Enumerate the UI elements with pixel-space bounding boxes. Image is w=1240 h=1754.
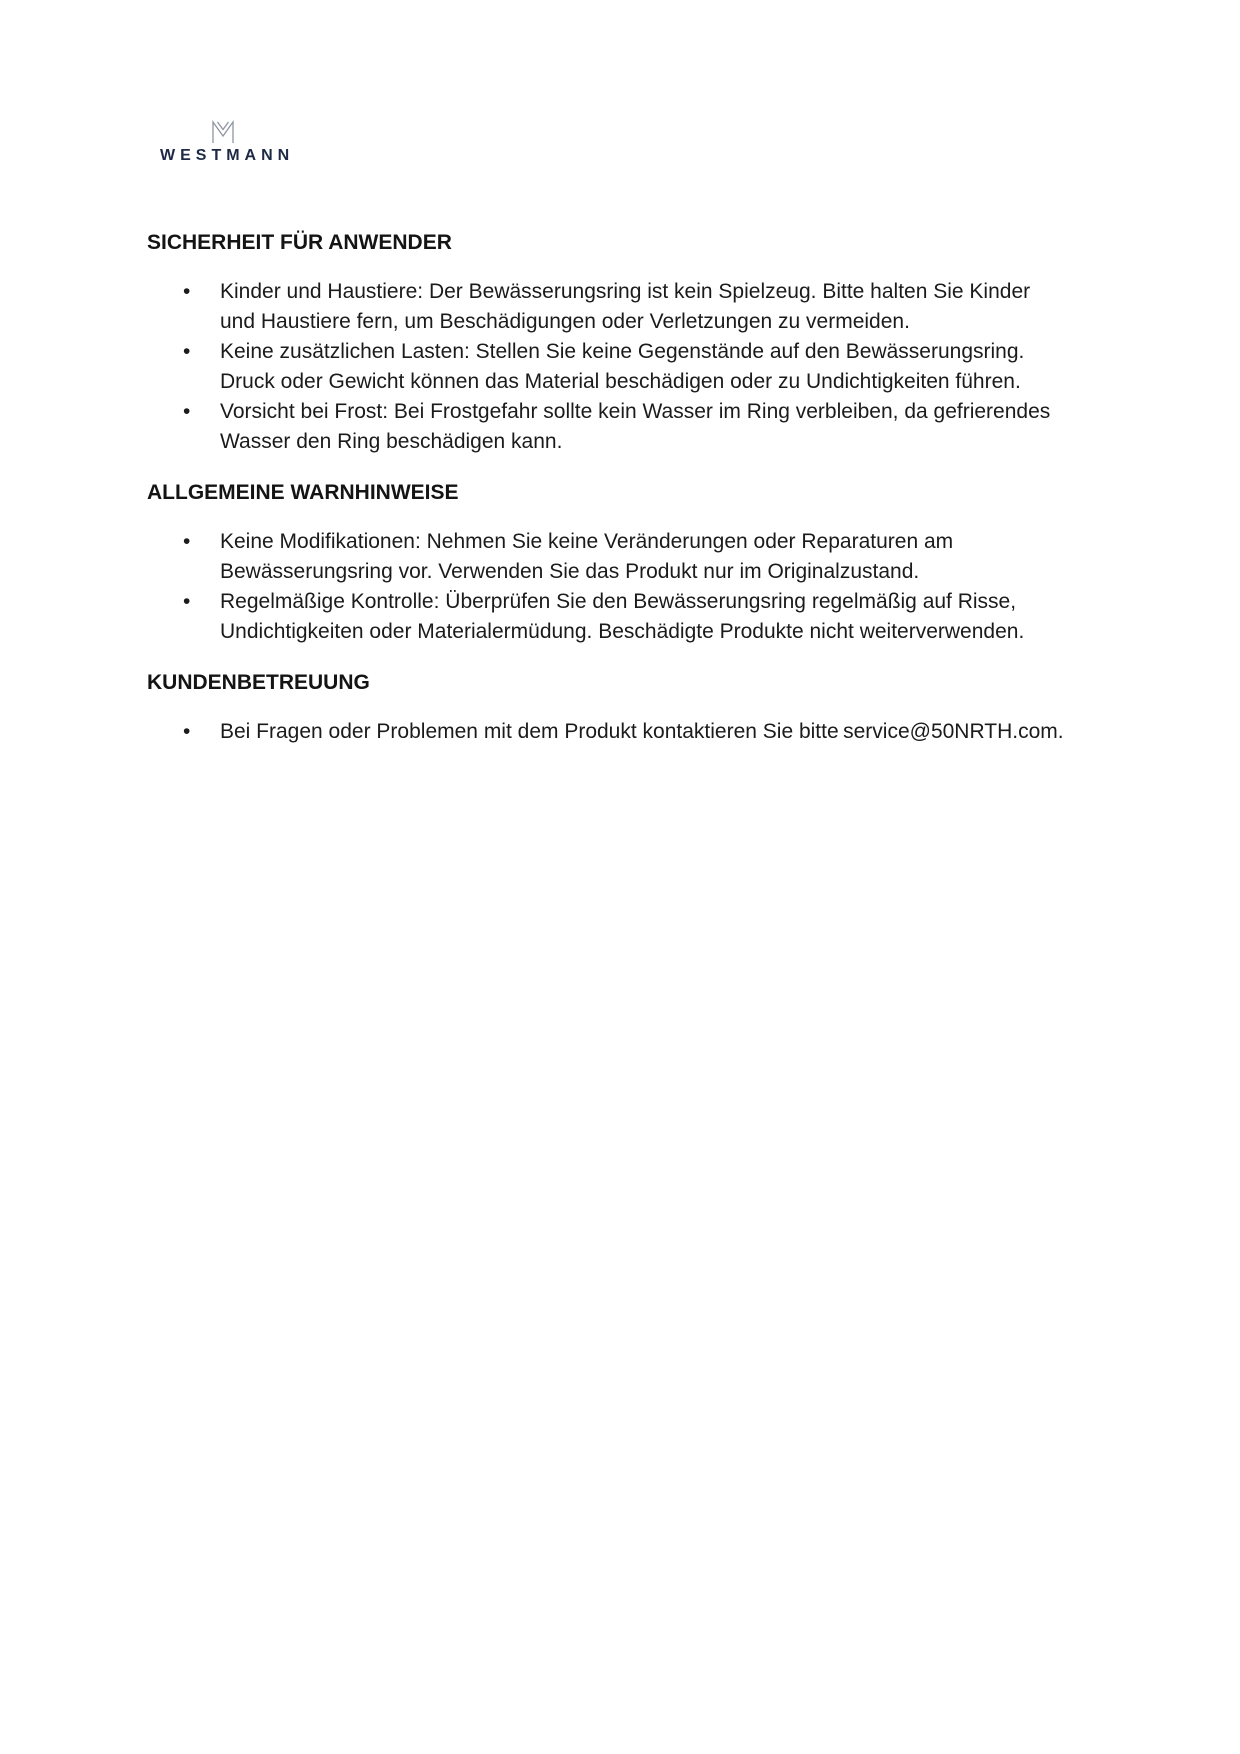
document-content [147, 228, 1120, 747]
bullet-list [147, 527, 1120, 647]
text-line: Keine Modifikationen: Nehmen Sie keine Veränderungen oder Reparaturen am [220, 530, 954, 553]
text-line: und Haustiere fern, um Beschädigungen oder Verletzungen zu vermeiden. [220, 310, 910, 333]
section-allgemeine-warnhinweise [147, 478, 1120, 647]
bullet-icon: • [183, 530, 191, 553]
text-line: Druck oder Gewicht können das Material beschädigen oder zu Undichtigkeiten führen. [220, 370, 1021, 393]
document-page [0, 0, 1240, 747]
section-heading: SICHERHEIT FÜR ANWENDER [147, 231, 452, 254]
text-line: Wasser den Ring beschädigen kann. [220, 430, 563, 453]
list-item-text [220, 717, 1120, 747]
support-email: service@50NRTH.com. [843, 720, 1064, 743]
list-item-text [220, 587, 1120, 647]
text-line: Bei Fragen oder Problemen mit dem Produkt kontaktieren Sie bitte [220, 720, 839, 743]
list-item-text [220, 337, 1120, 397]
list-item [147, 397, 1120, 457]
text-line: Bewässerungsring vor. Verwenden Sie das Produkt nur im Originalzustand. [220, 560, 920, 583]
bullet-icon: • [183, 720, 191, 743]
text-line: Regelmäßige Kontrolle: Überprüfen Sie den Bewässerungsring regelmäßig auf Risse, [220, 590, 1017, 613]
bullet-icon: • [183, 400, 191, 423]
list-item [147, 717, 1120, 747]
westmann-logo [155, 0, 295, 165]
bullet-icon: • [183, 590, 191, 613]
bullet-icon: • [183, 340, 191, 363]
section-heading: ALLGEMEINE WARNHINWEISE [147, 481, 459, 504]
list-item [147, 277, 1120, 337]
list-item-text [220, 527, 1120, 587]
list-item [147, 337, 1120, 397]
section-heading: KUNDENBETREUUNG [147, 671, 370, 694]
list-item-text [220, 397, 1120, 457]
section-sicherheit-fuer-anwender [147, 228, 1120, 457]
section-kundenbetreuung [147, 668, 1120, 747]
bullet-icon: • [183, 280, 191, 303]
westmann-monogram-icon [209, 120, 237, 144]
text-line: Keine zusätzlichen Lasten: Stellen Sie keine Gegenstände auf den Bewässerungsring. [220, 340, 1025, 363]
list-item [147, 527, 1120, 587]
text-line: Undichtigkeiten oder Materialermüdung. Beschädigte Produkte nicht weiterverwenden. [220, 620, 1025, 643]
text-line: Vorsicht bei Frost: Bei Frostgefahr sollte kein Wasser im Ring verbleiben, da gefrierendes [220, 400, 1051, 423]
bullet-list [147, 717, 1120, 747]
logo-wordmark: WESTMANN [160, 147, 295, 164]
text-line: Kinder und Haustiere: Der Bewässerungsring ist kein Spielzeug. Bitte halten Sie Kinder [220, 280, 1031, 303]
bullet-list [147, 277, 1120, 457]
list-item-text [220, 277, 1120, 337]
list-item [147, 587, 1120, 647]
